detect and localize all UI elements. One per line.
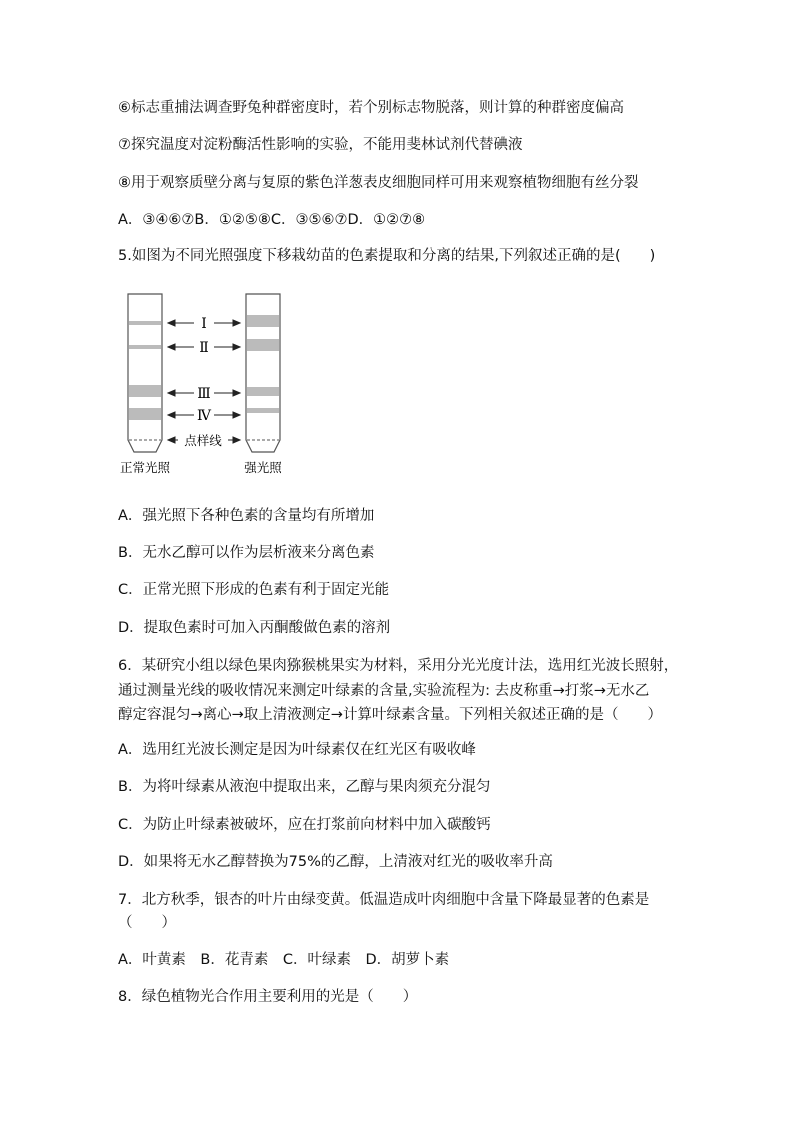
item-7: ⑦探究温度对淀粉酶活性影响的实验，不能用斐林试剂代替碘液 <box>118 137 523 153</box>
q6-stem-2: 通过测量光线的吸收情况来测定叶绿素的含量,实验流程为: 去皮称重→打浆→无水乙 <box>118 683 650 699</box>
chromatography-diagram <box>116 290 296 485</box>
q7-options: A．叶黄素 B．花青素 C．叶绿素 D．胡萝卜素 <box>118 952 450 968</box>
q7-stem-2: （ ） <box>118 915 176 931</box>
left-band-3 <box>129 385 161 397</box>
left-band-2 <box>129 345 161 349</box>
item-6: ⑥标志重捕法调查野兔种群密度时，若个别标志物脱落，则计算的种群密度偏高 <box>118 100 624 116</box>
q8-stem: 8．绿色植物光合作用主要利用的光是（ ） <box>118 989 418 1005</box>
band-label-2: Ⅱ <box>199 340 209 356</box>
band-label-3: Ⅲ <box>197 386 211 402</box>
band-label-1: Ⅰ <box>201 316 207 332</box>
q6-option-a: A．选用红光波长测定是因为叶绿素仅在红光区有吸收峰 <box>118 742 476 758</box>
q7-stem-1: 7．北方秋季，银杏的叶片由绿变黄。低温造成叶肉细胞中含量下降最显著的色素是 <box>118 892 650 908</box>
q5-option-c: C．正常光照下形成的色素有利于固定光能 <box>118 582 390 598</box>
right-band-4 <box>247 408 279 413</box>
q4-options: A．③④⑥⑦B．①②⑤⑧C．③⑤⑥⑦D．①②⑦⑧ <box>118 212 426 228</box>
q5-stem: 5.如图为不同光照强度下移栽幼苗的色素提取和分离的结果,下列叙述正确的是( ) <box>118 248 656 264</box>
right-caption: 强光照 <box>244 460 282 475</box>
left-tube <box>128 294 162 452</box>
band-label-4: Ⅳ <box>197 408 211 424</box>
left-caption: 正常光照 <box>119 460 171 475</box>
q6-stem-3: 醇定容混匀→离心→取上清液测定→计算叶绿素含量。下列相关叙述正确的是（ ） <box>118 707 662 723</box>
right-band-3 <box>247 387 279 396</box>
left-band-1 <box>129 321 161 325</box>
q5-option-b: B．无水乙醇可以作为层析液来分离色素 <box>118 545 375 561</box>
item-8: ⑧用于观察质壁分离与复原的紫色洋葱表皮细胞同样可用来观察植物细胞有丝分裂 <box>118 175 639 191</box>
q6-option-d: D．如果将无水乙醇替换为75%的乙醇，上清液对红光的吸收率升高 <box>118 854 553 870</box>
q5-option-a: A．强光照下各种色素的含量均有所增加 <box>118 508 375 524</box>
q6-option-b: B．为将叶绿素从液泡中提取出来，乙醇与果肉须充分混匀 <box>118 779 491 795</box>
right-band-1 <box>247 315 279 327</box>
q6-stem-1: 6．某研究小组以绿色果肉猕猴桃果实为材料，采用分光光度计法，选用红光波长照射， <box>118 658 679 674</box>
baseline-label: 点样线 <box>184 433 222 448</box>
q6-option-c: C．为防止叶绿素被破坏，应在打浆前向材料中加入碳酸钙 <box>118 817 491 833</box>
right-band-2 <box>247 339 279 351</box>
left-band-4 <box>129 408 161 420</box>
q5-option-d: D．提取色素时可加入丙酮酸做色素的溶剂 <box>118 620 391 636</box>
